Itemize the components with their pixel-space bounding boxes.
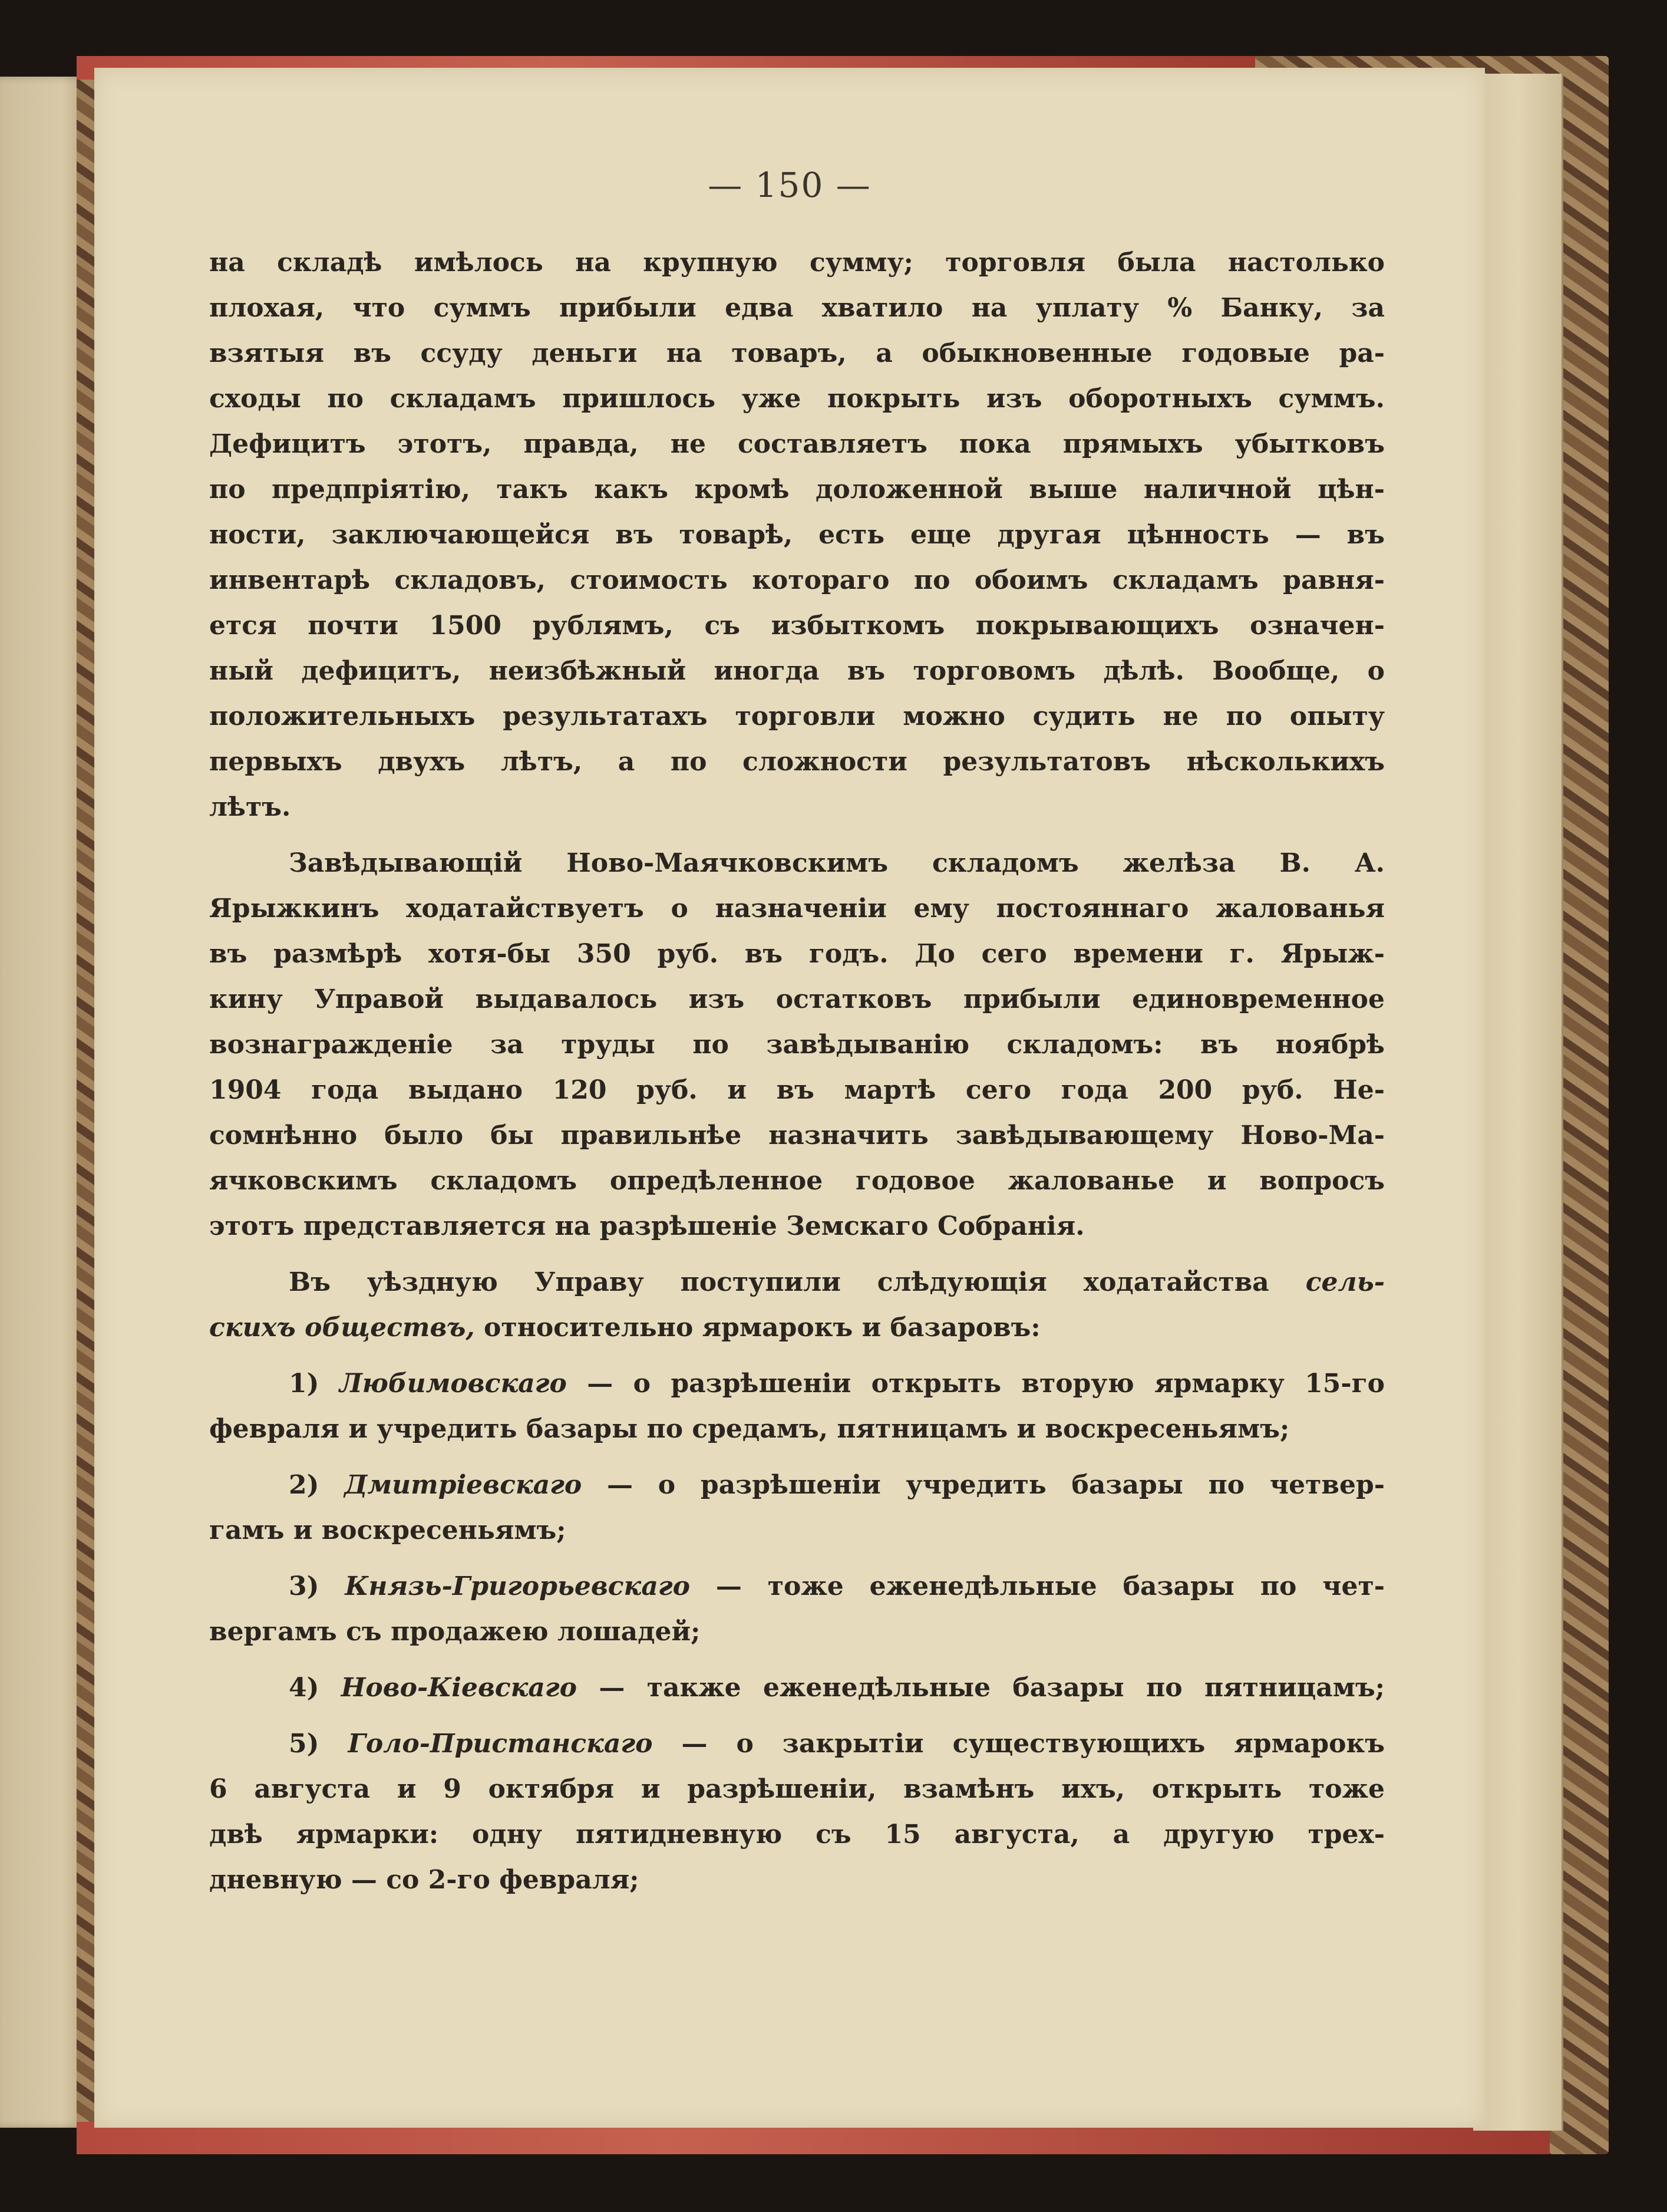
text-line: ячковскимъ складомъ опредѣленное годовое жалованье и вопросъ: [209, 1166, 1385, 1196]
text-line: скихъ обществъ, относительно ярмарокъ и базаровъ:: [209, 1313, 1041, 1343]
paragraph-1: [209, 240, 1385, 830]
text-line: инвентарѣ складовъ, стоимость котораго по обоимъ складамъ равня-: [209, 565, 1385, 595]
text-line: 1) Любимовскаго — о разрѣшеніи открыть вторую ярмарку 15-го: [289, 1369, 1385, 1399]
text-line: 2) Дмитріевскаго — о разрѣшеніи учредить базары по четвер-: [289, 1470, 1385, 1500]
text-line: ется почти 1500 рублямъ, съ избыткомъ покрывающихъ означен-: [209, 611, 1385, 641]
text-line: Ярыжкинъ ходатайствуетъ о назначеніи ему постояннаго жалованья: [209, 894, 1385, 924]
text-line: положительныхъ результатахъ торговли можно судить не по опыту: [209, 701, 1385, 731]
page-number: — 150 —: [708, 165, 872, 205]
text-line: ный дефицитъ, неизбѣжный иногда въ торговомъ дѣлѣ. Вообще, о: [209, 656, 1385, 686]
text-line: 3) Князь-Григорьевскаго — тоже еженедѣльные базары по чет-: [289, 1571, 1385, 1601]
text-line: двѣ ярмарки: одну пятидневную съ 15 августа, а другую трех-: [209, 1819, 1385, 1850]
underlying-pages: [1473, 74, 1563, 2131]
paragraph-2: [209, 840, 1385, 1249]
book-page: [94, 68, 1485, 2128]
facing-page-edge: [0, 77, 88, 2128]
text-line: кину Управой выдавалось изъ остатковъ прибыли единовременное: [209, 984, 1385, 1014]
text-line: на складѣ имѣлось на крупную сумму; торговля была настолько: [209, 248, 1385, 278]
text-line: сходы по складамъ пришлось уже покрыть изъ оборотныхъ суммъ.: [209, 384, 1385, 414]
text-line: 1904 года выдано 120 руб. и въ мартѣ сего года 200 руб. Не-: [209, 1075, 1385, 1105]
list-item: [209, 1721, 1385, 1903]
text-line: этотъ представляется на разрѣшеніе Земскаго Собранія.: [209, 1211, 1085, 1241]
text-line: первыхъ двухъ лѣтъ, а по сложности результатовъ нѣсколькихъ: [209, 747, 1385, 777]
text-line: вознагражденіе за труды по завѣдыванію складомъ: въ ноябрѣ: [209, 1030, 1385, 1060]
list-item: [209, 1361, 1385, 1452]
paragraph-3: [209, 1260, 1385, 1350]
text-line: вергамъ съ продажею лошадей;: [209, 1617, 701, 1647]
list-item: [209, 1462, 1385, 1553]
page-text: [209, 240, 1385, 1903]
text-line: 4) Ново-Кіевскаго — также еженедѣльные базары по пятницамъ;: [289, 1673, 1385, 1703]
text-line: гамъ и воскресеньямъ;: [209, 1515, 566, 1545]
text-line: лѣтъ.: [209, 792, 291, 822]
text-line: 6 августа и 9 октября и разрѣшеніи, взамѣнъ ихъ, открыть тоже: [209, 1774, 1385, 1804]
text-line: Въ уѣздную Управу поступили слѣдующія ходатайства сель-: [289, 1267, 1385, 1297]
text-line: по предпріятію, такъ какъ кромѣ доложенной выше наличной цѣн-: [209, 474, 1385, 505]
text-line: въ размѣрѣ хотя-бы 350 руб. въ годъ. До сего времени г. Ярыж-: [209, 939, 1385, 969]
list-item: [209, 1564, 1385, 1654]
text-line: февраля и учредить базары по средамъ, пятницамъ и воскресеньямъ;: [209, 1414, 1290, 1444]
list-item: [209, 1665, 1385, 1710]
text-line: сомнѣнно было бы правильнѣе назначить завѣдывающему Ново-Ма-: [209, 1120, 1385, 1150]
text-line: Дефицитъ этотъ, правда, не составляетъ пока прямыхъ убытковъ: [209, 429, 1385, 459]
text-line: взятыя въ ссуду деньги на товаръ, а обыкновенные годовые ра-: [209, 338, 1385, 368]
text-line: 5) Голо-Пристанскаго — о закрытіи существующихъ ярмарокъ: [289, 1729, 1385, 1759]
text-line: плохая, что суммъ прибыли едва хватило на уплату % Банку, за: [209, 293, 1385, 323]
text-line: ности, заключающейся въ товарѣ, есть еще другая цѣнность — въ: [209, 520, 1385, 550]
text-line: Завѣдывающій Ново-Маячковскимъ складомъ желѣза В. А.: [289, 848, 1385, 878]
text-line: дневную — со 2-го февраля;: [209, 1865, 639, 1895]
